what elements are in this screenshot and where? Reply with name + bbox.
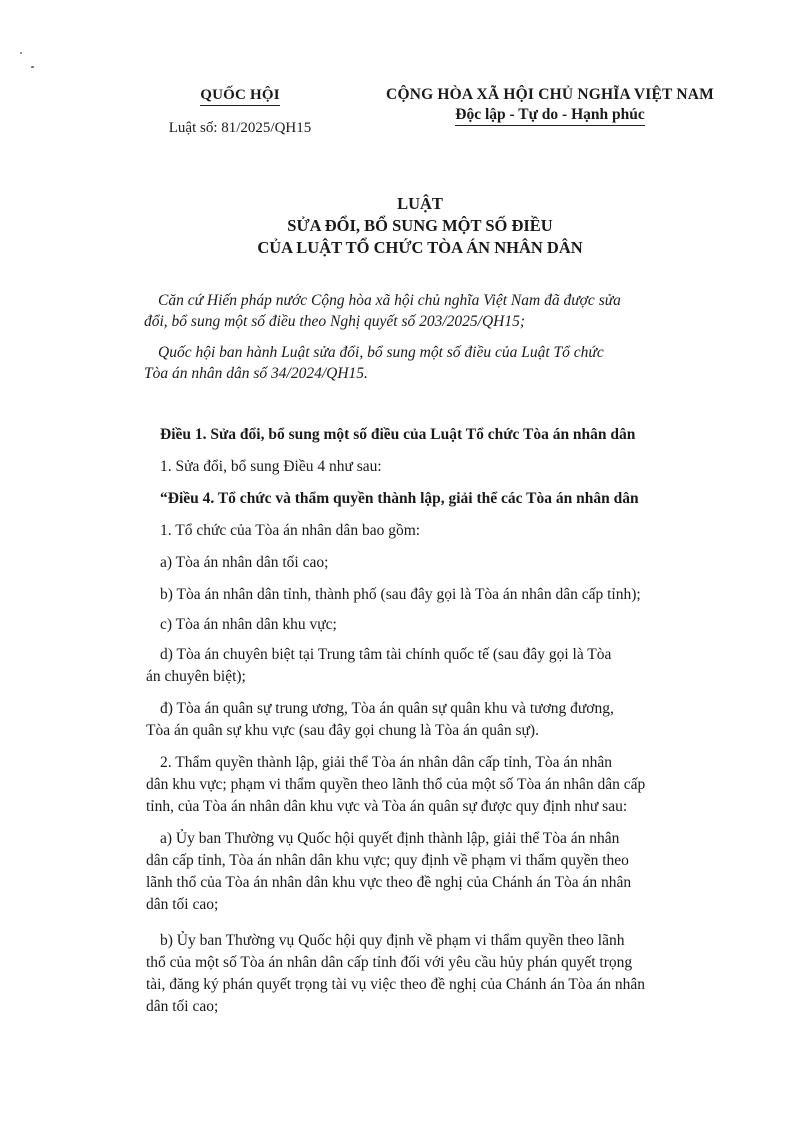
clause-2a: [146, 828, 736, 916]
paragraph-line: a) Ủy ban Thường vụ Quốc hội quyết định thành lập, giải thể Tòa án nhân: [160, 830, 620, 847]
paragraph-line: dân cấp tỉnh, Tòa án nhân dân khu vực; quy định về phạm vi thẩm quyền theo: [146, 852, 629, 869]
clause-1b: b) Tòa án nhân dân tỉnh, thành phố (sau đây gọi là Tòa án nhân dân cấp tỉnh);: [160, 586, 641, 603]
paragraph-line: d) Tòa án chuyên biệt tại Trung tâm tài chính quốc tế (sau đây gọi là Tòa: [160, 646, 612, 663]
paragraph-line: thổ của một số Tòa án nhân dân cấp tỉnh đối với yêu cầu hủy phán quyết trọng: [146, 954, 633, 971]
paragraph-line: tỉnh, của Tòa án nhân dân khu vực và Tòa án quân sự được quy định như sau:: [146, 798, 628, 815]
law-number: Luật số: 81/2025/QH15: [168, 120, 312, 136]
paragraph-line: đ) Tòa án quân sự trung ương, Tòa án quân sự quân khu và tương đương,: [160, 700, 614, 717]
item-1: 1. Sửa đổi, bổ sung Điều 4 như sau:: [160, 458, 382, 475]
clause-1c: c) Tòa án nhân dân khu vực;: [160, 616, 337, 633]
paragraph-line: 2. Thẩm quyền thành lập, giải thể Tòa án nhân dân cấp tỉnh, Tòa án nhân: [160, 754, 612, 771]
clause-1d: [146, 644, 736, 688]
paragraph-line: dân tối cao;: [146, 998, 219, 1015]
paragraph-line: dân khu vực; phạm vi thẩm quyền theo lãnh thổ của một số Tòa án nhân dân cấp: [146, 776, 646, 793]
agency-name: QUỐC HỘI: [200, 87, 280, 106]
preamble-line: Căn cứ Hiến pháp nước Cộng hòa xã hội chủ nghĩa Việt Nam đã được sửa: [158, 292, 621, 309]
paragraph-line: b) Ủy ban Thường vụ Quốc hội quy định về phạm vi thẩm quyền theo lãnh: [160, 932, 625, 949]
title-line-1: LUẬT: [397, 194, 443, 213]
article-1-heading: Điều 1. Sửa đổi, bổ sung một số điều của Luật Tổ chức Tòa án nhân dân: [160, 426, 636, 443]
preamble-line: đổi, bổ sung một số điều theo Nghị quyết số 203/2025/QH15;: [144, 313, 526, 330]
article-4-heading: “Điều 4. Tổ chức và thẩm quyền thành lập, giải thể các Tòa án nhân dân: [160, 490, 639, 507]
paragraph-line: án chuyên biệt);: [146, 668, 246, 685]
header-left: [140, 86, 340, 137]
republic-name: CỘNG HÒA XÃ HỘI CHỦ NGHĨA VIỆT NAM: [386, 86, 714, 103]
scan-speck: [31, 66, 34, 68]
preamble-line: Tòa án nhân dân số 34/2024/QH15.: [144, 365, 368, 382]
clause-2: [146, 752, 736, 818]
paragraph-line: dân tối cao;: [146, 896, 219, 913]
clause-1dd: [146, 698, 736, 742]
preamble-paragraph-1: [144, 290, 748, 332]
title-line-3: CỦA LUẬT TỔ CHỨC TÒA ÁN NHÂN DÂN: [257, 238, 583, 257]
paragraph-line: tài, đăng ký phán quyết trọng tài vụ việc theo đề nghị của Chánh án Tòa án nhân: [146, 976, 646, 993]
clause-1: 1. Tổ chức của Tòa án nhân dân bao gồm:: [160, 522, 421, 539]
paragraph-line: Tòa án quân sự khu vực (sau đây gọi chung là Tòa án quân sự).: [146, 722, 539, 739]
document-title: [100, 193, 740, 259]
scan-speck: [20, 52, 22, 54]
clause-2b: [146, 930, 736, 1018]
clause-1a: a) Tòa án nhân dân tối cao;: [160, 554, 329, 571]
header-right: [350, 86, 750, 126]
paragraph-line: lãnh thổ của Tòa án nhân dân khu vực theo đề nghị của Chánh án Tòa án nhân: [146, 874, 632, 891]
preamble-paragraph-2: [144, 342, 748, 384]
preamble-line: Quốc hội ban hành Luật sửa đổi, bổ sung một số điều của Luật Tổ chức: [158, 344, 604, 361]
title-line-2: SỬA ĐỔI, BỔ SUNG MỘT SỐ ĐIỀU: [287, 216, 553, 235]
national-motto: Độc lập - Tự do - Hạnh phúc: [455, 106, 644, 126]
